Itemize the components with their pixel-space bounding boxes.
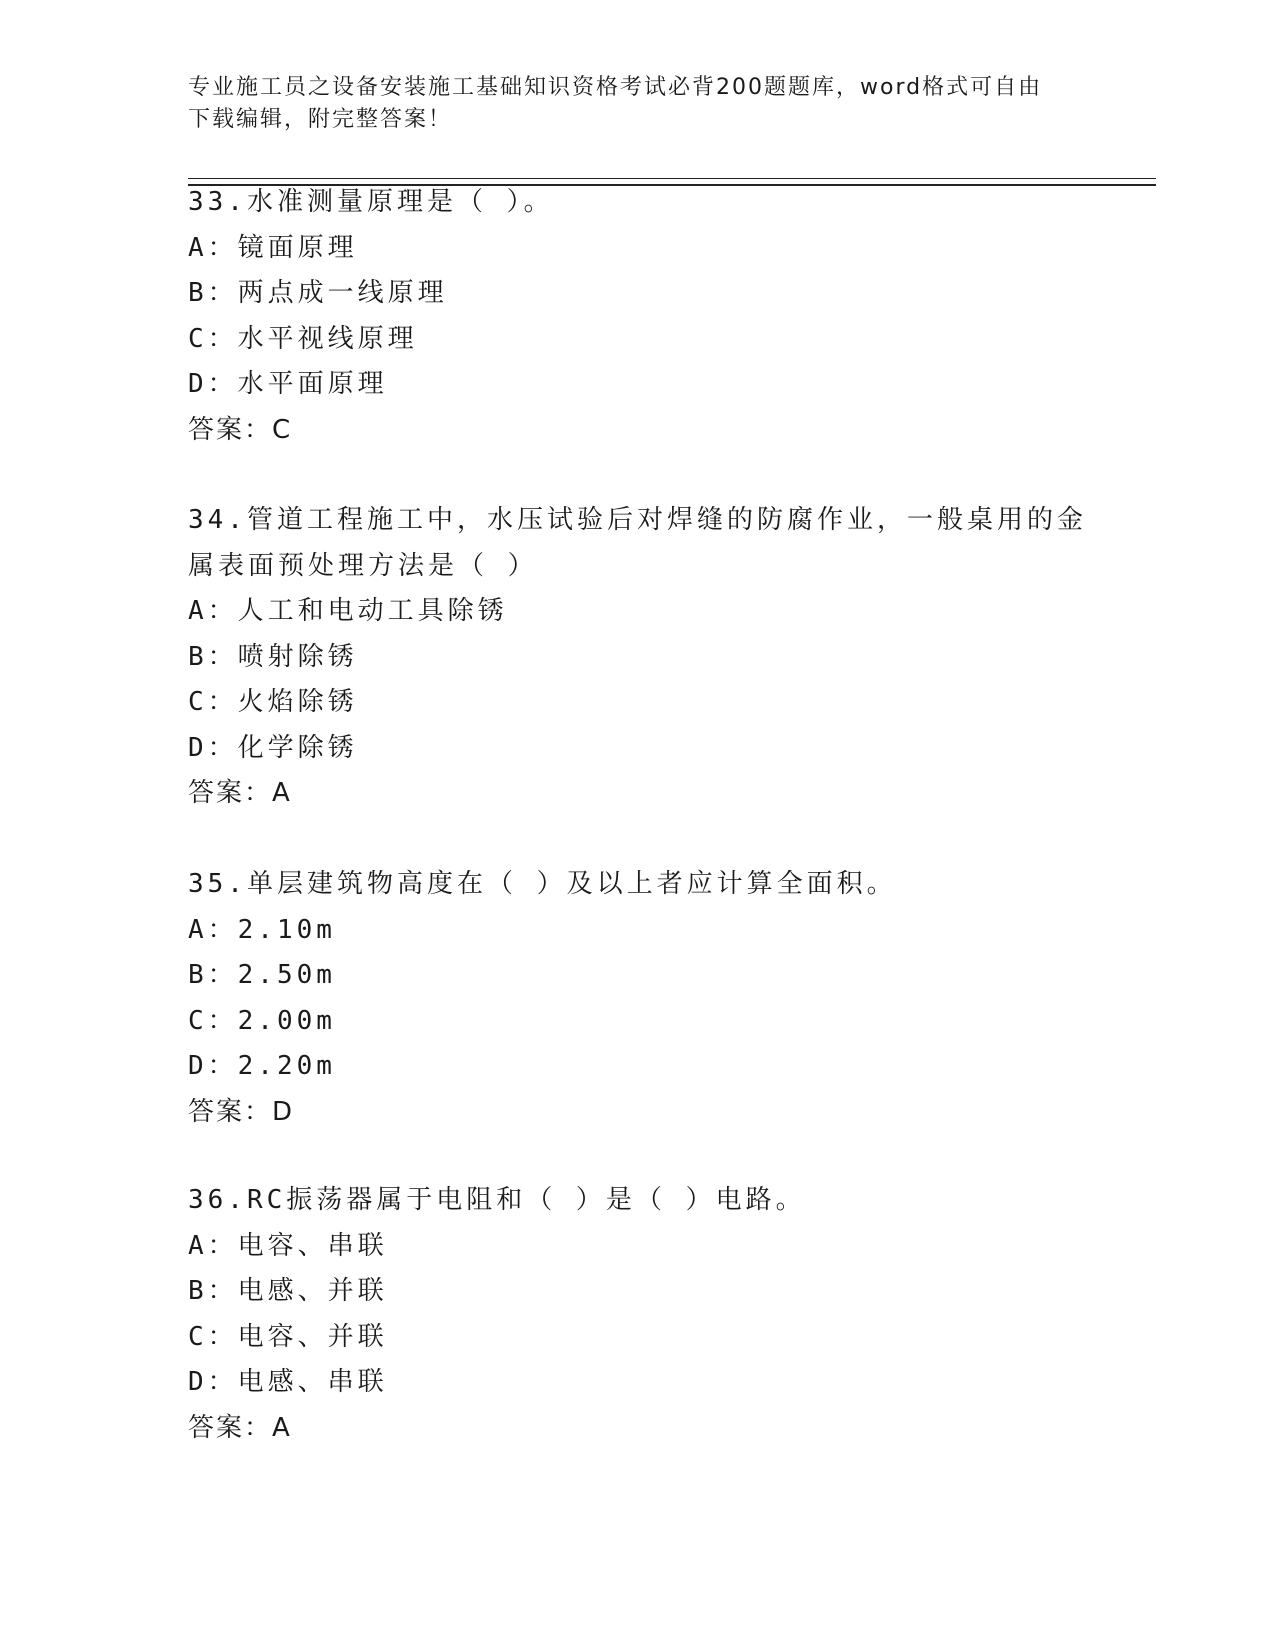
answer: 答案：C (188, 414, 293, 445)
option-c: C：2.00m (188, 1005, 336, 1036)
answer: 答案：D (188, 1096, 295, 1127)
question-35 (188, 862, 1088, 1135)
option-c: C：火焰除锈 (188, 687, 358, 717)
document-header (188, 72, 1088, 136)
option-d: D：化学除锈 (188, 732, 358, 763)
option-b: B：两点成一线原理 (188, 278, 448, 308)
option-c: C：电容、并联 (188, 1321, 388, 1352)
question-stem: 33.水准测量原理是（ ）。 (188, 187, 554, 217)
option-d: D：电感、串联 (188, 1367, 388, 1397)
option-b: B：电感、并联 (188, 1276, 388, 1306)
answer: 答案：A (188, 778, 292, 808)
option-c: C：水平视线原理 (188, 323, 418, 354)
option-a: A：镜面原理 (188, 232, 358, 263)
question-36 (188, 1178, 1088, 1451)
option-b: B：喷射除锈 (188, 641, 358, 672)
question-stem: 36.RC振荡器属于电阻和（ ）是（ ）电路。 (188, 1185, 806, 1215)
option-a: A：2.10m (188, 914, 336, 945)
answer: 答案：A (188, 1412, 292, 1443)
option-d: D：水平面原理 (188, 369, 388, 399)
question-stem: 35.单层建筑物高度在（ ）及以上者应计算全面积。 (188, 869, 897, 899)
option-d: D：2.20m (188, 1051, 336, 1081)
option-a: A：人工和电动工具除锈 (188, 596, 508, 626)
option-a: A：电容、串联 (188, 1230, 388, 1261)
header-line-1: 专业施工员之设备安装施工基础知识资格考试必背200题题库，word格式可自由 (188, 75, 1043, 100)
header-line-2: 下载编辑，附完整答案！ (188, 107, 453, 132)
question-34 (188, 498, 1088, 817)
question-stem: 34.管道工程施工中，水压试验后对焊缝的防腐作业，一般桌用的金属表面预处理方法是（ ） (188, 505, 1087, 581)
question-33 (188, 180, 1088, 453)
option-b: B：2.50m (188, 960, 336, 990)
